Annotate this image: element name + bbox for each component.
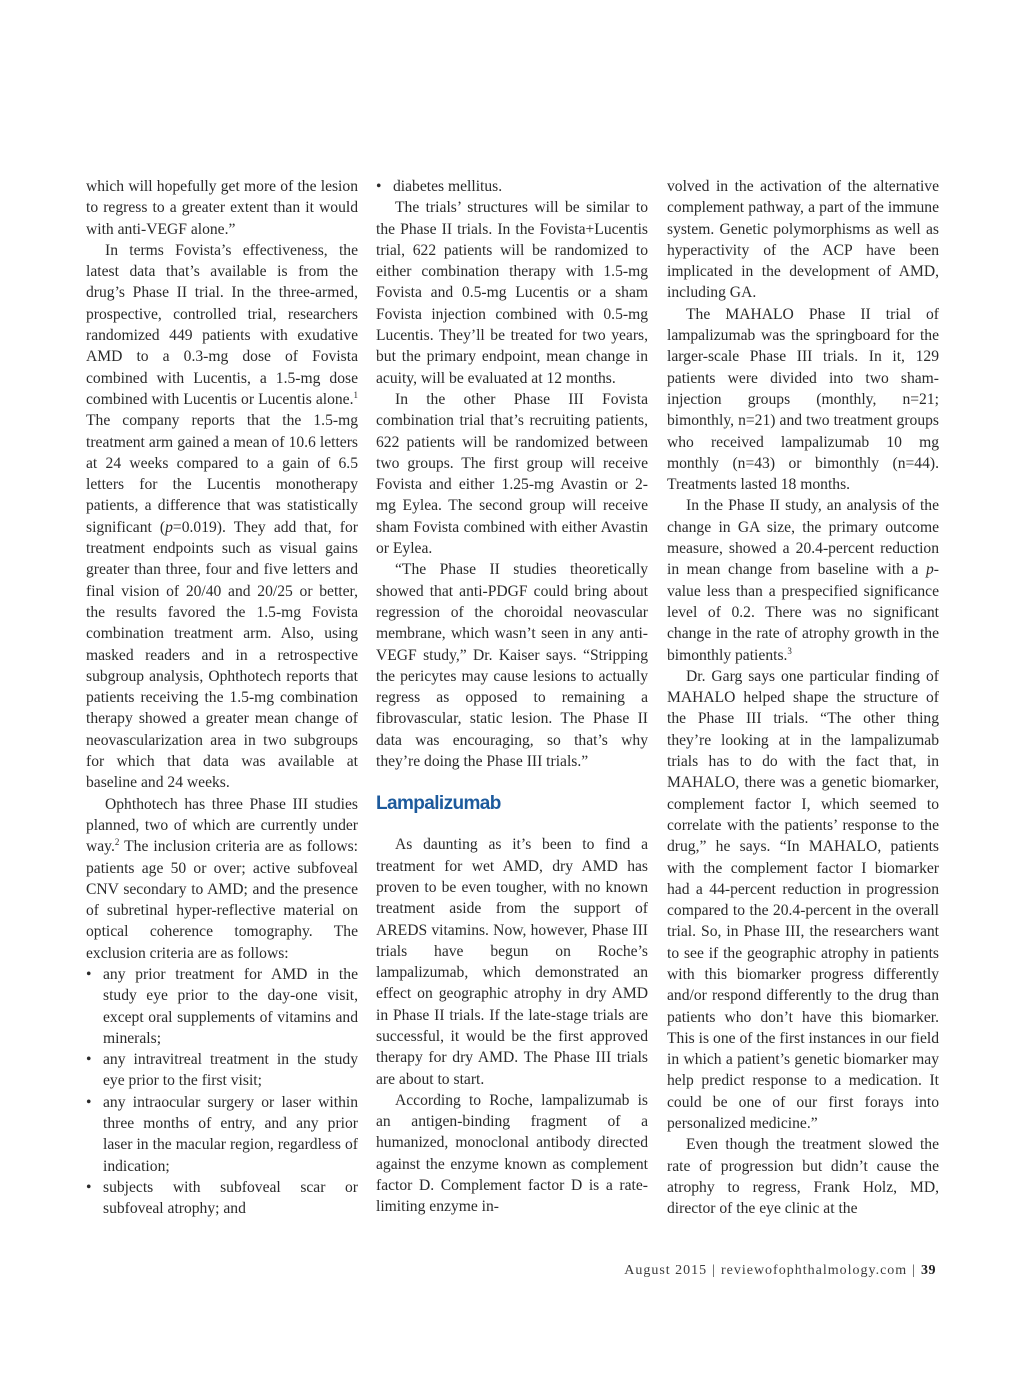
section-heading: Lampalizumab: [376, 793, 501, 815]
paragraph: which will hopefully get more of the lesion to regress to a greater extent than it would with anti-VEGF alone.”: [86, 178, 358, 238]
issue-date: August 2015: [624, 1263, 708, 1278]
paragraph: The trials’ structures will be similar to the Phase II trials. In the Fovista+Lucentis trial, 622 patients will be randomized to either combination therapy with 1.5-mg Fovista and 0.5-mg Lucentis or a sham Fovista injection combined with 0.5-mg Lucentis. They’ll be treated for two years, but the primary endpoint, mean change in acuity, will be evaluated at 12 months.: [376, 199, 648, 387]
exclusion-criteria-list: [86, 964, 358, 1220]
list-item: • any prior treatment for AMD in the study eye prior to the day-one visit, except oral supplements of vitamins and minerals;: [86, 964, 358, 1049]
reference-marker: 3: [787, 645, 792, 656]
page-number: 39: [921, 1263, 936, 1278]
paragraph: As daunting as it’s been to find a treatment for wet AMD, dry AMD has proven to be even tougher, with no known treatment aside from the support of AREDS vitamins. Now, however, Phase III trials have begun on Roche’s lampalizumab, which demonstrated an effect on geographic atrophy in dry AMD in Phase II trials. If the late-stage trials are successful, it would be the first approved therapy for dry AMD. The Phase III trials are about to start.: [376, 836, 648, 1088]
footer-separator: |: [712, 1263, 716, 1278]
article-column-2: [376, 176, 648, 1218]
paragraph: According to Roche, lampalizumab is an antigen-binding fragment of a humanized, monoclonal antibody directed against the enzyme known as complement factor D. Complement factor D is a rate-limiting enzyme in-: [376, 1091, 648, 1216]
text: In terms Fovista’s effectiveness, the latest data that’s available is from the drug’s Phase II trial. In the three-armed, prospective, controlled trial, researchers randomized 449 patients with exudative AMD to a 0.3-mg dose of Fovista combined with Lucentis, a 1.5-mg dose combined with Lucentis or Lucentis alone.: [86, 241, 358, 408]
paragraph: The MAHALO Phase II trial of lampalizumab was the springboard for the larger-scale Phase III trials. In it, 129 patients were divided into two sham-injection groups (monthly, n=21; bimonthly, n=21) and two treatment groups who received lampalizumab 10 mg monthly (n=43) or bimonthly (n=44). Treatments lasted 18 months.: [667, 305, 939, 494]
text: -value less than a prespecified significance level of 0.2. There was no significant change in the rate of atrophy growth in the bimonthly patients.: [667, 561, 939, 664]
paragraph: In the other Phase III Fovista combination trial that’s recruiting patients, 622 patients will be randomized between two groups. The first group will receive Fovista and either 1.25-mg Avastin or 2-mg Eylea. The second group will receive sham Fovista combined with either Avastin or Eylea.: [376, 390, 648, 558]
italic-text: p: [926, 561, 934, 579]
italic-text: p: [165, 518, 173, 536]
article-column-1: [86, 176, 358, 1220]
text: Ophthotech has three Phase III studies planned, two of which are currently under way.: [86, 795, 358, 856]
text: In the Phase II study, an analysis of the change in GA size, the primary outcome measure, showed a 20.4-percent reduction in mean change from baseline with a: [667, 497, 939, 579]
paragraph: [86, 794, 358, 964]
paragraph: Even though the treatment slowed the rate of progression but didn’t cause the atrophy to regress, Frank Holz, MD, director of the eye clinic at the: [667, 1136, 939, 1218]
text: The company reports that the 1.5-mg treatment arm gained a mean of 10.6 letters at 24 weeks compared to a gain of 6.5 letters for the Lucentis monotherapy patients, a difference that was statistically significant (: [86, 412, 358, 536]
reference-marker: 1: [353, 389, 358, 400]
footer-separator: |: [912, 1263, 916, 1278]
text: The inclusion criteria are as follows: patients age 50 or over; active subfoveal CNV secondary to AMD; and the presence of subretinal hyper-reflective material on optical coherence tomography. The exclusion criteria are as follows:: [86, 838, 358, 962]
list-item: • diabetes mellitus.: [376, 176, 648, 197]
exclusion-criteria-list-continued: [376, 176, 648, 197]
website: reviewofophthalmology.com: [720, 1263, 908, 1278]
paragraph: “The Phase II studies theoretically showed that anti-PDGF could bring about regression of the choroidal neovascular membrane, which wasn’t seen in any anti-VEGF study,” Dr. Kaiser says. “Stripping the pericytes may cause lesions to actually regress as opposed to remaining a fibrovascular, static lesion. The Phase II data was encouraging, so that’s why they’re doing the Phase III trials.”: [376, 561, 648, 771]
paragraph: Dr. Garg says one particular finding of MAHALO helped shape the structure of the Phase III trials. “The other thing they’re looking at in the lampalizumab trials has to do with the fact that, in MAHALO, there was a genetic biomarker, complement factor I, which seemed to correlate with the patients’ response to the drug,” he says. “In MAHALO, patients with the complement factor I biomarker had a 44-percent reduction in progression compared to the 20.4-percent in the overall trial. So, in Phase III, the researchers want to see if the geographic atrophy in patients with this biomarker progress differently and/or respond differently to the drug than patients who don’t have this biomarker. This is one of the first instances in our field in which a patient’s genetic biomarker may help predict response to a medication. It could be one of our first forays into personalized medicine.”: [667, 667, 939, 1133]
list-item: • any intraocular surgery or laser within three months of entry, and any prior laser in the macular region, regardless of indication;: [86, 1092, 358, 1177]
article-column-3: [667, 176, 939, 1220]
paragraph: volved in the activation of the alternative complement pathway, a part of the immune system. Genetic polymorphisms as well as hyperactivity of the ACP have been implicated in the development of AMD, including GA.: [667, 178, 939, 302]
page-footer: [560, 1263, 936, 1279]
paragraph: [86, 240, 358, 794]
text: =0.019). They add that, for treatment endpoints such as visual gains greater than three, four and five letters and final vision of 20/40 and 20/25 or better, the results favored the 1.5-mg Fovista combination treatment arm. Also, using masked readers and in a retrospective subgroup analysis, Ophthotech reports that patients receiving the 1.5-mg combination therapy showed a greater mean change of neovascularization area in two subgroups for which that data was available at baseline and 24 weeks.: [86, 518, 358, 792]
reference-marker: 2: [114, 837, 120, 848]
list-item: • any intravitreal treatment in the study eye prior to the first visit;: [86, 1049, 358, 1092]
list-item: • subjects with subfoveal scar or subfoveal atrophy; and: [86, 1177, 358, 1220]
paragraph: [667, 495, 939, 665]
